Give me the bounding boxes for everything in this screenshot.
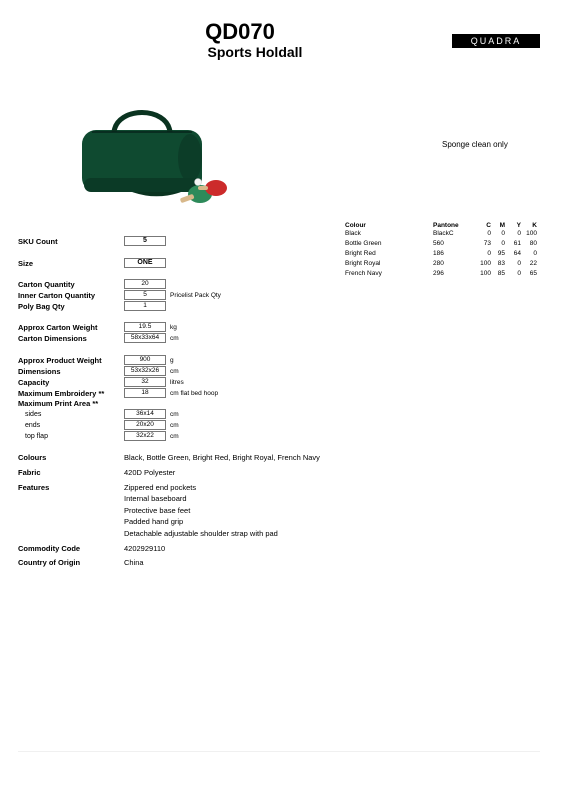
carton-weight-unit: kg [170,324,177,331]
sku-count-label: SKU Count [18,237,58,246]
feature-item: Protective base feet [124,506,191,515]
dimensions-label: Dimensions [18,367,61,376]
header-pantone: Pantone [433,222,459,229]
colour-y: 0 [517,260,521,267]
colour-k: 65 [529,270,537,277]
top-flap-label: top flap [25,433,48,440]
colour-k: 80 [529,240,537,247]
product-code: QD070 [205,19,275,44]
country-of-origin-value: China [124,558,144,567]
colours-value: Black, Bottle Green, Bright Red, Bright Royal, French Navy [124,453,320,462]
fabric-label: Fabric [18,468,41,477]
product-image [72,98,232,213]
care-instructions: Sponge clean only [442,140,508,149]
colour-m: 85 [497,270,505,277]
header-k: K [532,222,537,229]
ends-unit: cm [170,422,179,429]
colour-name: Bright Red [345,250,376,257]
inner-carton-quantity-value: 5 [124,290,166,300]
sides-unit: cm [170,411,179,418]
footer-divider [18,751,540,752]
max-embroidery-unit: cm flat bed hoop [170,390,219,397]
carton-dimensions-label: Carton Dimensions [18,334,87,343]
sku-count-value: 5 [124,236,166,246]
commodity-code-label: Commodity Code [18,544,81,553]
colour-m: 0 [501,240,505,247]
colour-pantone: 560 [433,240,444,247]
header-colour: Colour [345,222,366,229]
colour-m: 0 [501,230,505,237]
colour-k: 22 [529,260,537,267]
size-value: ONE [124,258,166,268]
colour-name: Bright Royal [345,260,381,267]
colour-c: 0 [487,250,491,257]
capacity-value: 32 [124,377,166,387]
header-m: M [499,222,505,229]
pricelist-pack-note: Pricelist Pack Qty [170,292,221,299]
colour-pantone: 296 [433,270,444,277]
colour-y: 64 [513,250,521,257]
brand-logo: QUADRA [452,34,540,48]
colour-y: 61 [513,240,521,247]
inner-carton-quantity-label: Inner Carton Quantity [18,291,96,300]
top-flap-value: 32x22 [124,431,166,441]
product-weight-unit: g [170,357,174,364]
commodity-code-value: 4202929110 [124,544,166,553]
max-embroidery-value: 18 [124,388,166,398]
product-weight-label: Approx Product Weight [18,356,102,365]
colour-name: French Navy [345,270,382,277]
colour-c: 73 [483,240,491,247]
features-label: Features [18,483,50,492]
colour-pantone: 186 [433,250,444,257]
sides-label: sides [25,411,42,418]
ends-label: ends [25,422,41,429]
colour-name: Black [345,230,361,237]
carton-dimensions-value: 58x33x64 [124,333,166,343]
dimensions-unit: cm [170,368,179,375]
product-name: Sports Holdall [207,44,303,60]
capacity-unit: litres [170,379,184,386]
colour-c: 100 [480,260,491,267]
max-print-area-label: Maximum Print Area ** [18,399,99,408]
feature-item: Zippered end pockets [124,483,197,492]
colour-y: 0 [517,230,521,237]
colour-k: 100 [526,230,537,237]
sides-value: 36x14 [124,409,166,419]
colour-pantone: 280 [433,260,444,267]
carton-quantity-label: Carton Quantity [18,280,75,289]
feature-item: Detachable adjustable shoulder strap with pad [124,529,278,538]
carton-weight-label: Approx Carton Weight [18,323,98,332]
colour-name: Bottle Green [345,240,382,247]
product-weight-value: 900 [124,355,166,365]
poly-bag-qty-label: Poly Bag Qty [18,302,65,311]
feature-item: Padded hand grip [124,517,184,526]
colour-m: 95 [497,250,505,257]
capacity-label: Capacity [18,378,50,387]
colour-pantone: BlackC [433,230,454,237]
colour-c: 0 [487,230,491,237]
carton-dimensions-unit: cm [170,335,179,342]
carton-weight-value: 19.5 [124,322,166,332]
fabric-value: 420D Polyester [124,468,176,477]
max-embroidery-label: Maximum Embroidery ** [18,389,105,398]
dimensions-value: 53x32x26 [124,366,166,376]
top-flap-unit: cm [170,433,179,440]
colours-label: Colours [18,453,47,462]
poly-bag-qty-value: 1 [124,301,166,311]
colour-y: 0 [517,270,521,277]
colour-k: 0 [533,250,537,257]
colour-c: 100 [480,270,491,277]
colour-m: 83 [497,260,505,267]
carton-quantity-value: 20 [124,279,166,289]
size-label: Size [18,259,34,268]
header-y: Y [516,222,521,229]
ends-value: 20x20 [124,420,166,430]
header-c: C [486,222,491,229]
country-of-origin-label: Country of Origin [18,558,81,567]
feature-item: Internal baseboard [124,494,187,503]
